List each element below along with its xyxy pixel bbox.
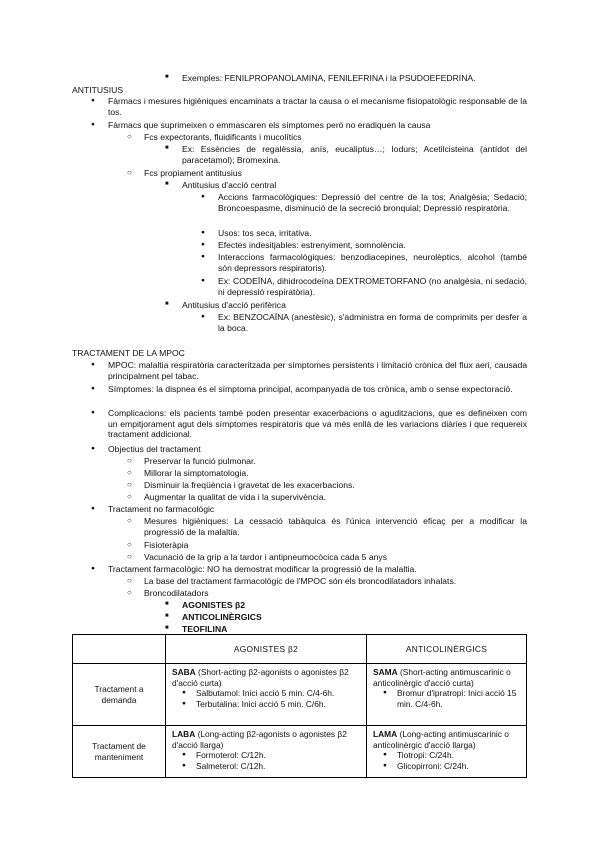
table-header-agonistes: AGONISTES β2 (166, 635, 367, 664)
antitusius-periferica: ■ Antitusius d'acció perifèrica (182, 300, 286, 311)
laba-title: (Long-acting β2-agonists o agonistes β2 d'acció llarga) (172, 729, 347, 750)
list-item: ● Glicopirroni: C/24h. (397, 761, 520, 772)
mpoc-objectius: ● Objectius del tractament (108, 444, 201, 455)
broncodilatador-item: ■ AGONISTES β2 (182, 600, 245, 611)
no-farmacologic-fisioterapia: ○ Fisioteràpia (144, 540, 188, 551)
table-row (73, 726, 527, 778)
cell-saba (166, 664, 367, 726)
sama-list (373, 688, 520, 709)
intro-bullet: ■ Exemples: FENILPROPANOLAMINA, FENILEFRINA i la PSUDOEFEDRINA. (182, 73, 476, 84)
lama-abbr: LAMA (373, 729, 398, 739)
lama-list (373, 750, 520, 771)
antitusius-central: ■ Antitusius d'acció central (182, 180, 276, 191)
cell-laba (166, 726, 367, 778)
table-empty-cell (73, 635, 166, 664)
list-item: ● Tiotropi: C/24h. (397, 750, 520, 761)
central-interaccions: ● Interaccions farmacològiques: benzodiacepines, neurolèptics, alcohol (també són depressors respiratoris). (218, 252, 527, 273)
saba-title: (Short-acting β2-agonists o agonistes β2 d'acció curta) (172, 667, 349, 688)
list-item: ● Salbutamol: Inici acció 5 min. C/4-6h. (196, 688, 360, 699)
cell-sama (367, 664, 527, 726)
antitusius-bullet-1: ● Fàrmacs i mesures higièniques encaminats a tractar la causa o el mecanisme fisiopatològic responsable de la tos. (108, 96, 527, 117)
laba-abbr: LABA (172, 729, 196, 739)
objectiu-item: ○ Disminuir la freqüència i gravetat de les exacerbacions. (144, 480, 355, 491)
list-item: ● Bromur d'ipratropi: Inici acció 15 min. C/4-6h. (397, 688, 520, 709)
farmacologic-broncodilatadors: ○ Broncodilatadors (144, 588, 209, 599)
mpoc-definicio: ● MPOC: malaltia respiratòria caracteritzada per símptomes persistents i limitació crònica del flux aeri, causada principalment pel tabac. (108, 360, 527, 381)
mpoc-simptomes: ● Símptomes: la dispnea és el símptoma principal, acompanyada de tos crònica, amb o sense expectoració. (108, 384, 527, 395)
sama-abbr: SAMA (373, 667, 398, 677)
objectiu-item: ○ Augmentar la qualitat de vida i la supervivència. (144, 492, 326, 503)
mpoc-no-farmacologic: ● Tractament no farmacològic (108, 504, 214, 515)
list-item: ● Terbutalina: Inici acció 5 min. C/6h. (196, 699, 360, 710)
broncodilatador-item: ■ TEOFILINA (182, 624, 227, 635)
antitusius-bullet-2: ● Fàrmacs que suprimeixen o emmascaren els símptomes però no eradiquen la causa (108, 120, 430, 131)
table-header-row (73, 635, 527, 664)
central-efectes: ● Efectes indesitjables: estrenyiment, somnolència. (218, 240, 406, 251)
no-farmacologic-mesures: ○ Mesures higièniques: La cessació tabàquica és l'única intervenció eficaç per a modificar la progressió de la malaltia. (144, 516, 527, 537)
broncodilatadors-table (72, 634, 527, 778)
sama-title: (Short-acting antimuscarinic o anticolinèrgic d'acció curta) (373, 667, 511, 688)
list-item: ● Formoterol: C/12h. (196, 750, 360, 761)
lama-title: (Long-acting antimuscarinic o anticolinèrgic d'acció llarga) (373, 729, 509, 750)
farmacologic-base: ○ La base del tractament farmacològic de l'MPOC són els broncodilatadors inhalats. (144, 576, 456, 587)
table-row (73, 664, 527, 726)
objectiu-item: ○ Preservar la funció pulmonar. (144, 456, 256, 467)
mpoc-heading: TRACTAMENT DE LA MPOC (72, 348, 185, 358)
laba-list (172, 750, 360, 771)
antitusius-sub-1: ○ Fcs expectorants, fluidificants i mucolítics (144, 132, 302, 143)
antitusius-sub-2: ○ Fcs propiament antitusius (144, 168, 242, 179)
list-item: ● Salmeterol: C/12h. (196, 761, 360, 772)
periferica-exemple: ● Ex: BENZOCAÏNA (anestèsic), s'administra en forma de comprimits per desfer a la boca. (218, 312, 527, 333)
central-usos: ● Usos: tos seca, irritativa. (218, 228, 312, 239)
broncodilatador-item: ■ ANTICOLINÈRGICS (182, 612, 262, 623)
saba-abbr: SABA (172, 667, 196, 677)
table-header-anticolinergics: ANTICOLINÈRGICS (367, 635, 527, 664)
antitusius-sub-1-example: ■ Ex: Essències de regalèssia, anís, eucaliptus…; Iodurs; Acetilcisteina (antídot del paracetamol); Bromexina. (182, 144, 527, 165)
row-label-manteniment: Tractament de manteniment (73, 726, 166, 778)
antitusius-heading: ANTITUSIUS (72, 85, 124, 95)
no-farmacologic-vacunacio: ○ Vacunació de la grip a la tardor i antipneumocòcica cada 5 anys (144, 552, 387, 563)
mpoc-complicacions: ● Complicacions: els pacients també poden presentar exacerbacions o aguditzacions, que es defineixen com un empitjorament agut dels símptomes respiratoris que va més enllà de les variacions diàries i que requereix tractament addicional. (108, 408, 527, 440)
central-exemples: ● Ex: CODEÏNA, dihidrocodeïna DEXTROMETORFANO (no analgèsia, ni sedació, ni depressió respiratòria). (218, 276, 527, 297)
objectiu-item: ○ Millorar la simptomatologia. (144, 468, 249, 479)
cell-lama (367, 726, 527, 778)
saba-list (172, 688, 360, 709)
central-accions: ● Accions farmacològiques: Depressió del centre de la tos; Analgèsia; Sedació; Broncoespasme, disminució de la secreció bronquial; Depressió respiratòria. (218, 192, 527, 213)
mpoc-farmacologic: ● Tractament farmacològic: NO ha demostrat modificar la progressió de la malaltia. (108, 564, 417, 575)
row-label-demanda: Tractament a demanda (73, 664, 166, 726)
